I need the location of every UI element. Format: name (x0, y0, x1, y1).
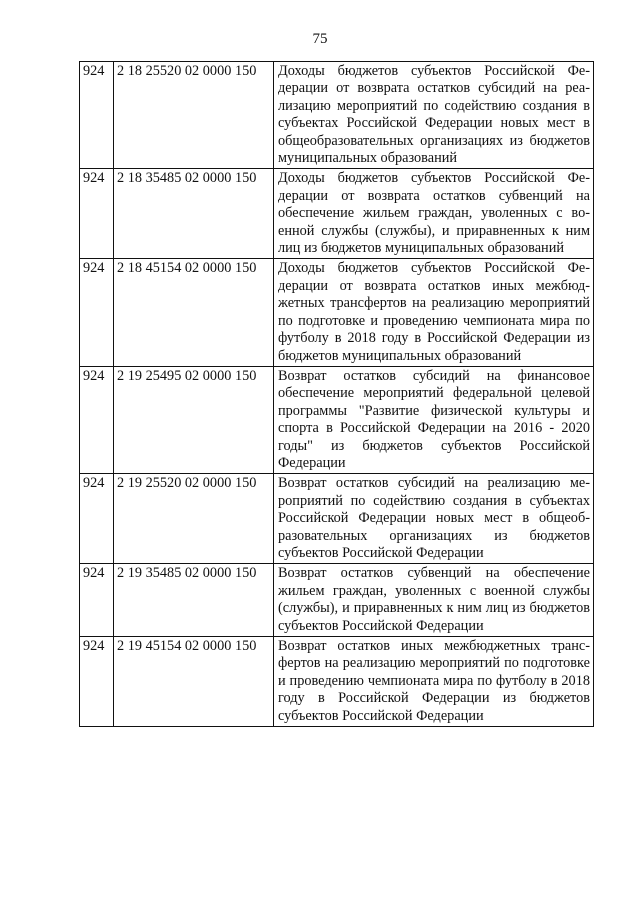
description-cell: Возврат остатков субсидий на финансовое обеспечение мероприятий федеральной целевой программы "Развитие физической культуры и спорта в Российской Федерации на 2016 - 2020 годы" из бюджетов субъектов Российской Федерации (274, 366, 594, 473)
description-cell: Возврат остатков субсидий на реализацию мероприятий по содействию создания в субъектах Российской Федерации новых мест в общеобразовательных организациях из бюджетов субъектов Российской Федерации (274, 474, 594, 564)
description-cell: Доходы бюджетов субъектов Российской Федерации от возврата остатков субсидий на реализацию мероприятий по содействию создания в субъектах Российской Федерации новых мест в общеобразовательных организациях из бюджетов муниципальных образований (274, 62, 594, 169)
admin-code-cell: 924 (80, 62, 114, 169)
admin-code-cell: 924 (80, 637, 114, 727)
table-row (80, 564, 594, 637)
description-cell: Доходы бюджетов субъектов Российской Федерации от возврата остатков субвенций на обеспечение жильем граждан, уволенных с военной службы (службы), и приравненных к ним лиц из бюджетов муниципальных образований (274, 169, 594, 259)
budget-code-cell: 2 19 45154 02 0000 150 (114, 637, 274, 727)
admin-code-cell: 924 (80, 259, 114, 366)
table-row (80, 169, 594, 259)
description-cell: Доходы бюджетов субъектов Российской Федерации от возврата остатков иных межбюджетных трансфертов на реализацию мероприятий по подготовке и проведению чемпионата мира по футболу в 2018 году в Российской Федерации из бюджетов муниципальных образований (274, 259, 594, 366)
budget-code-cell: 2 18 35485 02 0000 150 (114, 169, 274, 259)
page-number: 75 (312, 31, 328, 47)
budget-code-cell: 2 19 25495 02 0000 150 (114, 366, 274, 473)
table-row (80, 62, 594, 169)
admin-code-cell: 924 (80, 169, 114, 259)
description-cell: Возврат остатков иных межбюджетных трансфертов на реализацию мероприятий по подготовке и проведению чемпионата мира по футболу в 2018 году в Российской Федерации из бюджетов субъектов Российской Федерации (274, 637, 594, 727)
budget-code-cell: 2 19 25520 02 0000 150 (114, 474, 274, 564)
table-row (80, 637, 594, 727)
admin-code-cell: 924 (80, 564, 114, 637)
description-cell: Возврат остатков субвенций на обеспечение жильем граждан, уволенных с военной службы (службы), и приравненных к ним лиц из бюджетов субъектов Российской Федерации (274, 564, 594, 637)
budget-code-cell: 2 18 45154 02 0000 150 (114, 259, 274, 366)
table-row (80, 474, 594, 564)
revenue-codes-table (79, 61, 594, 727)
admin-code-cell: 924 (80, 366, 114, 473)
budget-code-cell: 2 18 25520 02 0000 150 (114, 62, 274, 169)
table-row (80, 259, 594, 366)
table-row (80, 366, 594, 473)
admin-code-cell: 924 (80, 474, 114, 564)
budget-code-cell: 2 19 35485 02 0000 150 (114, 564, 274, 637)
